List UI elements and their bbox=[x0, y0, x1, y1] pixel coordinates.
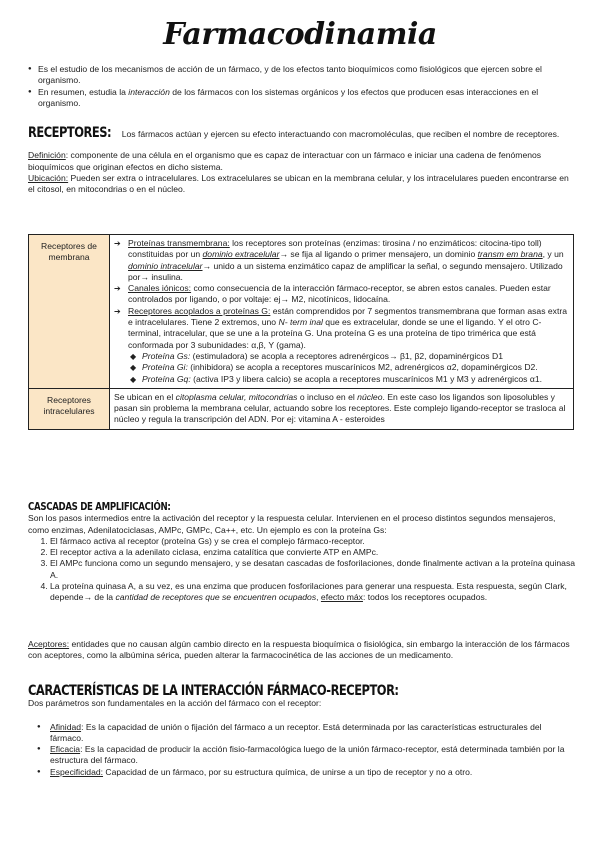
cascadas-steps bbox=[28, 536, 576, 604]
caracteristicas-heading: CARACTERÍSTICAS DE LA INTERACCIÓN FÁRMACO-RECEPTOR: bbox=[28, 683, 399, 699]
term-label: Especificidad: bbox=[50, 766, 104, 777]
intro-bullet bbox=[28, 87, 576, 110]
term-text: : Es la capacidad de producir la acción fisio-farmacológica luego de la unión fármaco-receptor, está determinada también por la estructura del fármaco. bbox=[50, 744, 565, 766]
list-item bbox=[50, 744, 576, 767]
table-row bbox=[29, 235, 574, 389]
row-text: o incluso en el bbox=[297, 391, 358, 402]
page-title: Farmacodinamia bbox=[163, 17, 437, 52]
arrow-item bbox=[114, 238, 569, 283]
term-label: Afinidad bbox=[50, 721, 82, 732]
term-text: Capacidad de un fármaco, por su estructura química, de unirse a un tipo de receptor y no a otro. bbox=[103, 766, 473, 777]
intro-bullet-text: Es el estudio de los mecanismos de acción de un fármaco, y de los efectos tanto bioquímicos como fisiológicos que ejercen sobre el organismo. bbox=[38, 64, 542, 86]
item-title: Receptores acoplados a proteínas G: bbox=[128, 305, 271, 316]
step-text: , bbox=[316, 592, 321, 603]
protein-name: Proteína Gq: bbox=[142, 373, 191, 384]
caracteristicas-section bbox=[28, 683, 576, 778]
aceptores-section bbox=[28, 639, 576, 662]
definicion-label: Definición bbox=[28, 150, 66, 161]
protein-text: (inhibidora) se acopla a receptores muscarínicos M2, adrenérgicos α2, dopaminérgicos D2. bbox=[187, 362, 538, 373]
list-item: 2. El receptor activa a la adenilato ciclasa, enzima catalítica que convierte ATP en AMPc. bbox=[50, 547, 576, 558]
step-text: La proteína quinasa A, a su vez, es una enzima que producen fosforilaciones para generar una respuesta. Esta respuesta, según Clark, depende→ de la bbox=[50, 581, 567, 603]
aceptores-text: entidades que no causan algún cambio directo en la respuesta bioquímica o fisiológica, sin embargo la interacción de los fármacos con aceptores, como la albúmina sérica, pueden alterar la farmacocinética de las acciones de un medicamento. bbox=[28, 639, 570, 661]
caracteristicas-intro: Dos parámetros son fundamentales en la acción del fármaco con el receptor: bbox=[28, 698, 322, 709]
list-item bbox=[50, 722, 576, 745]
arrow-item bbox=[114, 283, 569, 306]
item-term: dominio intracelular bbox=[128, 260, 203, 271]
item-text: → unido a un sistema enzimático capaz de amplificar la señal, o segundo mensajero. Utilizado por→ insulina. bbox=[128, 260, 563, 282]
definicion bbox=[28, 150, 576, 173]
definicion-text: : componente de una célula en el organismo que es capaz de interactuar con un fármaco e iniciar una cadena de fenómenos bioquímicos que originan efectos en dicho sistema. bbox=[28, 150, 542, 172]
item-term: N- term inal bbox=[278, 317, 323, 328]
aceptores-label: Aceptores: bbox=[28, 639, 70, 649]
list-item bbox=[50, 581, 576, 604]
intro-emphasis: interacción bbox=[128, 86, 170, 97]
list-item bbox=[50, 767, 576, 778]
intro-bullet bbox=[28, 64, 576, 87]
row-emphasis: citoplasma celular, mitocondrias bbox=[175, 391, 298, 402]
row-text: Se ubican en el bbox=[114, 391, 176, 402]
receptores-intro bbox=[28, 125, 576, 141]
receptors-table bbox=[28, 234, 574, 430]
row-emphasis: núcleo bbox=[357, 391, 383, 402]
row-text: . En este caso los ligandos son liposolubles y pasan sin problema la membrana celular, actuando sobre los receptores. Este complejo ligando-receptor se trasloca al núcleo y regula la transcripción del ADN. Por ej: vitamina A - esteroides bbox=[114, 391, 566, 425]
receptores-section bbox=[28, 125, 576, 195]
table-row bbox=[29, 388, 574, 429]
step-text: : todos los receptores ocupados. bbox=[362, 592, 488, 603]
caracteristicas-list bbox=[28, 722, 576, 778]
ubicacion-label: Ubicación: bbox=[28, 172, 69, 183]
item-term: transm em brana bbox=[477, 249, 543, 260]
row-label-intracelulares: Receptores intracelulares bbox=[29, 388, 110, 429]
intro-bullet-text: de los fármacos con los sistemas orgánicos y los efectos que producen esas interacciones en el organismo. bbox=[38, 86, 539, 108]
diamond-item bbox=[114, 374, 569, 385]
row-content-membrana bbox=[110, 235, 574, 389]
diamond-item bbox=[114, 351, 569, 362]
item-text: como consecuencia de la interacción fármaco-receptor, se abren estos canales. Pueden estar controlados por ligando, o por voltaje: ej→ M2, nicotínicos, lidocaína. bbox=[128, 283, 551, 305]
item-title: Canales iónicos: bbox=[128, 283, 192, 294]
item-text: que es extracelular, donde se une el ligando. Y el otro C- terminal, intracelular, que se une a la proteína G. Una proteína G es una proteína de tipo trimérica que está conformada por 3 subunidades: α,β, Y (gama). bbox=[128, 317, 542, 350]
cascadas-heading: CASCADAS DE AMPLIFICACIÓN: bbox=[28, 501, 171, 513]
item-title: Proteínas transmembrana: bbox=[128, 238, 230, 248]
cascadas-section bbox=[28, 502, 576, 604]
term-text: : Es la capacidad de unión o fijación del fármaco a un receptor. Está determinada por las características estructurales del fármaco. bbox=[50, 721, 542, 743]
row-label-membrana: Receptores de membrana bbox=[29, 235, 110, 389]
protein-text: (estimuladora) se acopla a receptores adrenérgicos→ β1, β2, dopaminérgicos D1 bbox=[190, 350, 503, 361]
list-item: 3. El AMPc funciona como un segundo mensajero, y se desatan cascadas de fosforilaciones, donde finalmente activan a la proteína quinasa A. bbox=[50, 558, 576, 581]
item-text: los receptores son proteínas (enzimas: tirosina / no enzimáticos: citocina-tipo toll) constituidas por un bbox=[128, 238, 542, 260]
term-label: Eficacia bbox=[50, 744, 81, 755]
cascadas-intro: Son los pasos intermedios entre la activación del receptor y la respuesta celular. Intervienen en el proceso distintos segundos mensajeros, como enzimas, Adenilatociclasas, AMPc, GMPc, Ca++, etc. Un ejemplo es con la proteína Gs: bbox=[28, 513, 556, 535]
item-text: → se fija al ligando o primer mensajero, un dominio bbox=[279, 249, 478, 260]
ubicacion bbox=[28, 173, 576, 196]
diamond-item bbox=[114, 362, 569, 373]
receptores-intro-text: Los fármacos actúan y ejercen su efecto interactuando con macromoléculas, que reciben el nombre de receptores. bbox=[119, 129, 560, 139]
item-text: , y un bbox=[542, 249, 564, 260]
step-underline: efecto máx bbox=[320, 592, 363, 603]
arrow-item bbox=[114, 306, 569, 351]
item-text: están comprendidos por 7 segmentos transmembrana que forman asas extra e intracelulares. Tiene 2 extremos, uno bbox=[128, 305, 567, 328]
step-emphasis: cantidad de receptores que se encuentren ocupados bbox=[115, 592, 317, 603]
intro-section bbox=[28, 64, 576, 109]
ubicacion-text: Pueden ser extra o intracelulares. Los extracelulares se ubican en la membrana celular, y los intracelulares pueden encontrarse en el citosol, en mitocondrias o en el núcleo. bbox=[28, 172, 569, 195]
intro-bullet-text: En resumen, estudia la bbox=[38, 86, 129, 97]
receptores-heading: RECEPTORES: bbox=[28, 125, 112, 141]
row-content-intracelulares bbox=[110, 388, 574, 429]
protein-name: Proteína Gi: bbox=[142, 362, 188, 373]
protein-name: Proteína Gs: bbox=[142, 350, 191, 361]
item-term: dominio extracelular bbox=[202, 249, 280, 260]
list-item: 1. El fármaco activa al receptor (proteína Gs) y se crea el complejo fármaco-receptor. bbox=[50, 536, 576, 547]
protein-text: (activa IP3 y libera calcio) se acopla a receptores muscarínicos M1 y M3 y adrenérgicos α1. bbox=[190, 373, 542, 384]
